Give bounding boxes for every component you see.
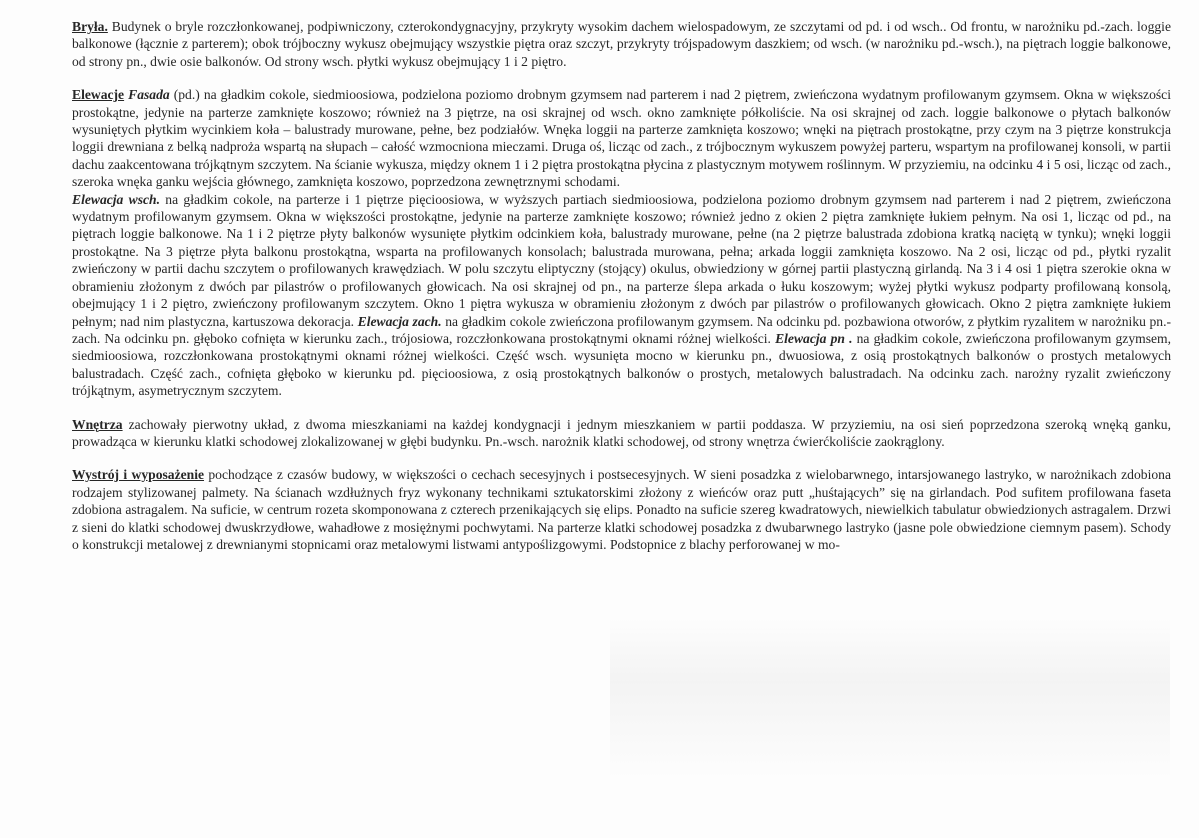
section-elewacje — [72, 86, 1171, 399]
label-elewacja-pn: Elewacja pn . — [775, 330, 853, 346]
label-elewacja-zach: Elewacja zach. — [357, 313, 442, 329]
fasada-text: (pd.) na gładkim cokole, siedmioosiowa, podzielona poziomo drobnym gzymsem nad parterem i nad 2 piętrem, zwieńczona wydatnym profilowanym gzymsem. Okna w większości prostokątne, jedynie na parterze zamknięte koszowo; również na 3 piętrze, na osi skrajnej od wsch. okno zamknięte półkoliście. Na osi skrajnej od zach. loggie balkonowe o płytach balkonów wysuniętych płytkim wycinkiem koła – balustrady murowane, pełne, bez podziałów. Wnęka loggii na parterze zamknięta koszowo; wnęki na piętrach prostokątne, przy czym na 3 piętrze konstrukcja loggii drewniana z belką nadproża wspartą na słupach – całość wzmocniona mieczami. Druga oś, licząc od zach., z trójbocznym wykuszem powyżej parteru, wspartym na profilowanej konsoli, w partii dachu zaakcentowana trójkątnym szczytem. Na ścianie wykusza, między oknem 1 i 2 piętra prostokątna płycina z plastycznym motywem roślinnym. W przyziemiu, na odcinku 4 i 5 osi, licząc od zach., szeroka wnęka ganku wejścia głównego, zamknięta koszowo, poprzedzona zewnętrznymi schodami. — [72, 87, 1171, 190]
scan-bleed-through — [610, 618, 1170, 778]
section-bryla — [72, 18, 1171, 70]
heading-elewacje: Elewacje — [72, 87, 125, 103]
heading-bryla: Bryła. — [72, 19, 108, 34]
section-gap — [72, 400, 1171, 416]
label-elewacja-wsch: Elewacja wsch. — [72, 191, 160, 207]
heading-wystroj: Wystrój i wyposażenie — [72, 467, 205, 483]
wnetrza-text: zachowały pierwotny układ, z dwoma mieszkaniami na każdej kondygnacji i jednym mieszkaniem w partii poddasza. W przyziemiu, na osi sień poprzedzona szeroką wnęką ganku, prowadząca w kierunku klatki schodowej zlokalizowanej w głębi budynku. Pn.-wsch. narożnik klatki schodowej, od strony wnętrza ćwierćkoliście zaokrąglony. — [72, 416, 1171, 449]
section-wystroj — [72, 466, 1171, 553]
bryla-text: Budynek o bryle rozczłonkowanej, podpiwniczony, czterokondygnacyjny, przykryty wysokim dachem wielospadowym, ze szczytami od pd. i od wsch.. Od frontu, w narożniku pd.-zach. loggie balkonowe (łącznie z parterem); obok trójboczny wykusz obejmujący wszystkie piętra oraz szczyt, przykryty trójspadowym daszkiem; od wsch. (w narożniku pd.-wsch.), na piętrach loggie balkonowe, od strony pn., dwie osie balkonów. Od strony wsch. płytki wykusz obejmujący 1 i 2 piętro. — [72, 19, 1171, 69]
section-gap — [72, 450, 1171, 466]
elewacja-pn-text: na gładkim cokole, zwieńczona profilowanym gzymsem, siedmioosiowa, rozczłonkowana prostokątnymi oknami różnej wielkości. Część wsch. wysunięta mocno w kierunku pn., dwuosiowa, z osią prostokątnych balkonów o prostych metalowych balustradach. Część zach., cofnięta głęboko w kierunku pd. pięcioosiowa, z osią prostokątnych balkonów o prostych, metalowych balustradach. Na odcinku zach. narożny ryzalit zwieńczony trójkątnym, asymetrycznym szczytem. — [72, 330, 1171, 399]
wystroj-text: pochodzące z czasów budowy, w większości o cechach secesyjnych i postsecesyjnych. W sieni posadzka z wielobarwnego, intarsjowanego lastryko, w narożnikach zdobiona rodzajem stylizowanej palmety. Na ścianach wzdłużnych fryz wykonany technikami sztukatorskimi złożony z wieńców oraz putt „huśtających” się na girlandach. Pod sufitem profilowana faseta zdobiona astragalem. Na suficie, w centrum rozeta skomponowana z czterech przenikających się elips. Ponadto na suficie szereg kwadratowych, niewielkich tabulatur obwiedzionych astragalem. Drzwi z sieni do klatki schodowej dwuskrzydłowe, wahadłowe z mosiężnymi pochwytami. Na parterze klatki schodowej posadzka z dwubarwnego lastryko (jasne pole obwiedzione ciemnym pasem). Schody o konstrukcji metalowej z drewnianymi stopnicami oraz metalowymi listwami antypoślizgowymi. Podstopnice z blachy perforowanej w mo- — [72, 467, 1171, 552]
section-wnetrza — [72, 416, 1171, 451]
elewacja-wsch-text: na gładkim cokole, na parterze i 1 piętrze pięcioosiowa, w wyższych partiach siedmioosiowa, podzielona poziomo drobnym gzymsem nad parterem i nad 2 piętrem, zwieńczona wydatnym profilowanym gzymsem. Okna w większości prostokątne, jedynie na parterze zamknięte koszowo; również jedno z okien 2 piętra zamknięte łukiem pełnym. Na osi 1, licząc od pd., na piętrach loggie balkonowe. Na 1 i 2 piętrze płyty balkonów wysunięte płytkim odcinkiem koła, balustrady murowane, pełne (na 2 piętrze balustrada zdobiona kratką naciętą w tynku); wnęki loggii prostokątne. Na 3 piętrze płyta balkonu prostokątna, wsparta na profilowanych konsolach; balustrada murowana, pełna; arkada loggii zamknięta koszowo. Na 2 osi, licząc od pd., płytki ryzalit zwieńczony w partii dachu szczytem o profilowanych krawędziach. W polu szczytu eliptyczny (stojący) okulus, obwiedziony w górnej partii plastyczną girlandą. Na 3 i 4 osi 1 piętra szerokie okna w obramieniu złożonym z dwóch par pilastrów o profilowanych głowicach. Na osi skrajnej od pn., na parterze ślepa arkada o łuku koszowym; wyżej płytki wykusz podparty profilowaną konsolą, obejmujący 1 i 2 piętro, zwieńczony profilowanym szczytem. Okno 1 piętra wykusza w obramieniu złożonym z dwóch par pilastrów o profilowanych głowicach. Okno 2 piętra zamknięte łukiem pełnym; nad nim plastyczna, kartuszowa dekoracja. — [72, 191, 1171, 329]
heading-wnetrza: Wnętrza — [72, 416, 123, 432]
section-gap — [72, 70, 1171, 86]
label-fasada: Fasada — [128, 87, 170, 103]
elewacja-zach-text: na gładkim cokole zwieńczona profilowanym gzymsem. Na odcinku pd. pozbawiona otworów, z płytkim ryzalitem w narożniku pn.-zach. Na odcinku pn. głęboko cofnięta w kierunku zach., trójosiowa, rozczłonkowana prostokątnymi oknami różnej wielkości. — [72, 313, 1172, 346]
